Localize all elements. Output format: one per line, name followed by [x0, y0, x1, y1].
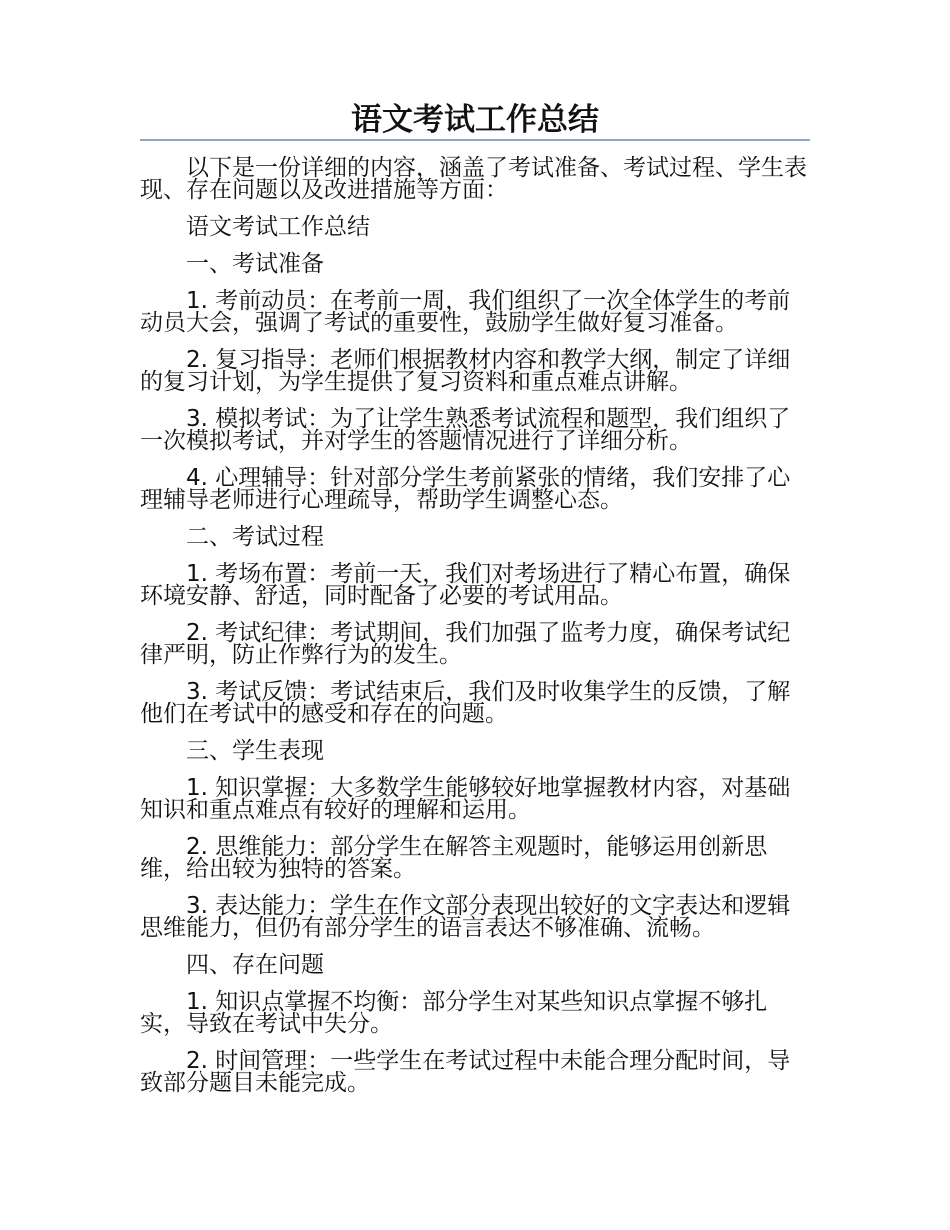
section-heading: 二、考试过程: [186, 524, 324, 550]
list-item: 1. 知识掌握：大多数学生能够较好地掌握教材内容，对基础知识和重点难点有较好的理解和运用。: [140, 775, 791, 823]
list-item: 3. 模拟考试：为了让学生熟悉考试流程和题型，我们组织了一次模拟考试，并对学生的答题情况进行了详细分析。: [140, 406, 791, 454]
list-item: 2. 思维能力：部分学生在解答主观题时，能够运用创新思维，给出较为独特的答案。: [140, 834, 768, 882]
section-heading: 四、存在问题: [186, 952, 324, 978]
list-item: 2. 复习指导：老师们根据教材内容和教学大纲，制定了详细的复习计划，为学生提供了复习资料和重点难点讲解。: [140, 347, 791, 395]
list-item: 1. 知识点掌握不均衡：部分学生对某些知识点掌握不够扎实，导致在考试中失分。: [140, 989, 768, 1037]
list-item: 2. 时间管理：一些学生在考试过程中未能合理分配时间，导致部分题目未能完成。: [140, 1048, 791, 1096]
intro-paragraph: 以下是一份详细的内容，涵盖了考试准备、考试过程、学生表现、存在问题以及改进措施等方面：: [140, 155, 807, 203]
list-item: 2. 考试纪律：考试期间，我们加强了监考力度，确保考试纪律严明，防止作弊行为的发生。: [140, 620, 791, 668]
section-heading: 三、学生表现: [186, 738, 324, 764]
list-item: 3. 考试反馈：考试结束后，我们及时收集学生的反馈，了解他们在考试中的感受和存在的问题。: [140, 679, 791, 727]
section-heading: 一、考试准备: [186, 251, 324, 277]
list-item: 1. 考场布置：考前一天，我们对考场进行了精心布置，确保环境安静、舒适，同时配备了必要的考试用品。: [140, 561, 791, 609]
title-underline: [140, 139, 810, 141]
list-item: 1. 考前动员：在考前一周，我们组织了一次全体学生的考前动员大会，强调了考试的重要性，鼓励学生做好复习准备。: [140, 288, 791, 336]
document-body: [140, 157, 810, 1109]
list-item: 3. 表达能力：学生在作文部分表现出较好的文字表达和逻辑思维能力，但仍有部分学生的语言表达不够准确、流畅。: [140, 893, 791, 941]
subtitle-line: 语文考试工作总结: [186, 214, 370, 240]
list-item: 4. 心理辅导：针对部分学生考前紧张的情绪，我们安排了心理辅导老师进行心理疏导，帮助学生调整心态。: [140, 465, 791, 513]
document-title: 语文考试工作总结: [351, 102, 599, 138]
